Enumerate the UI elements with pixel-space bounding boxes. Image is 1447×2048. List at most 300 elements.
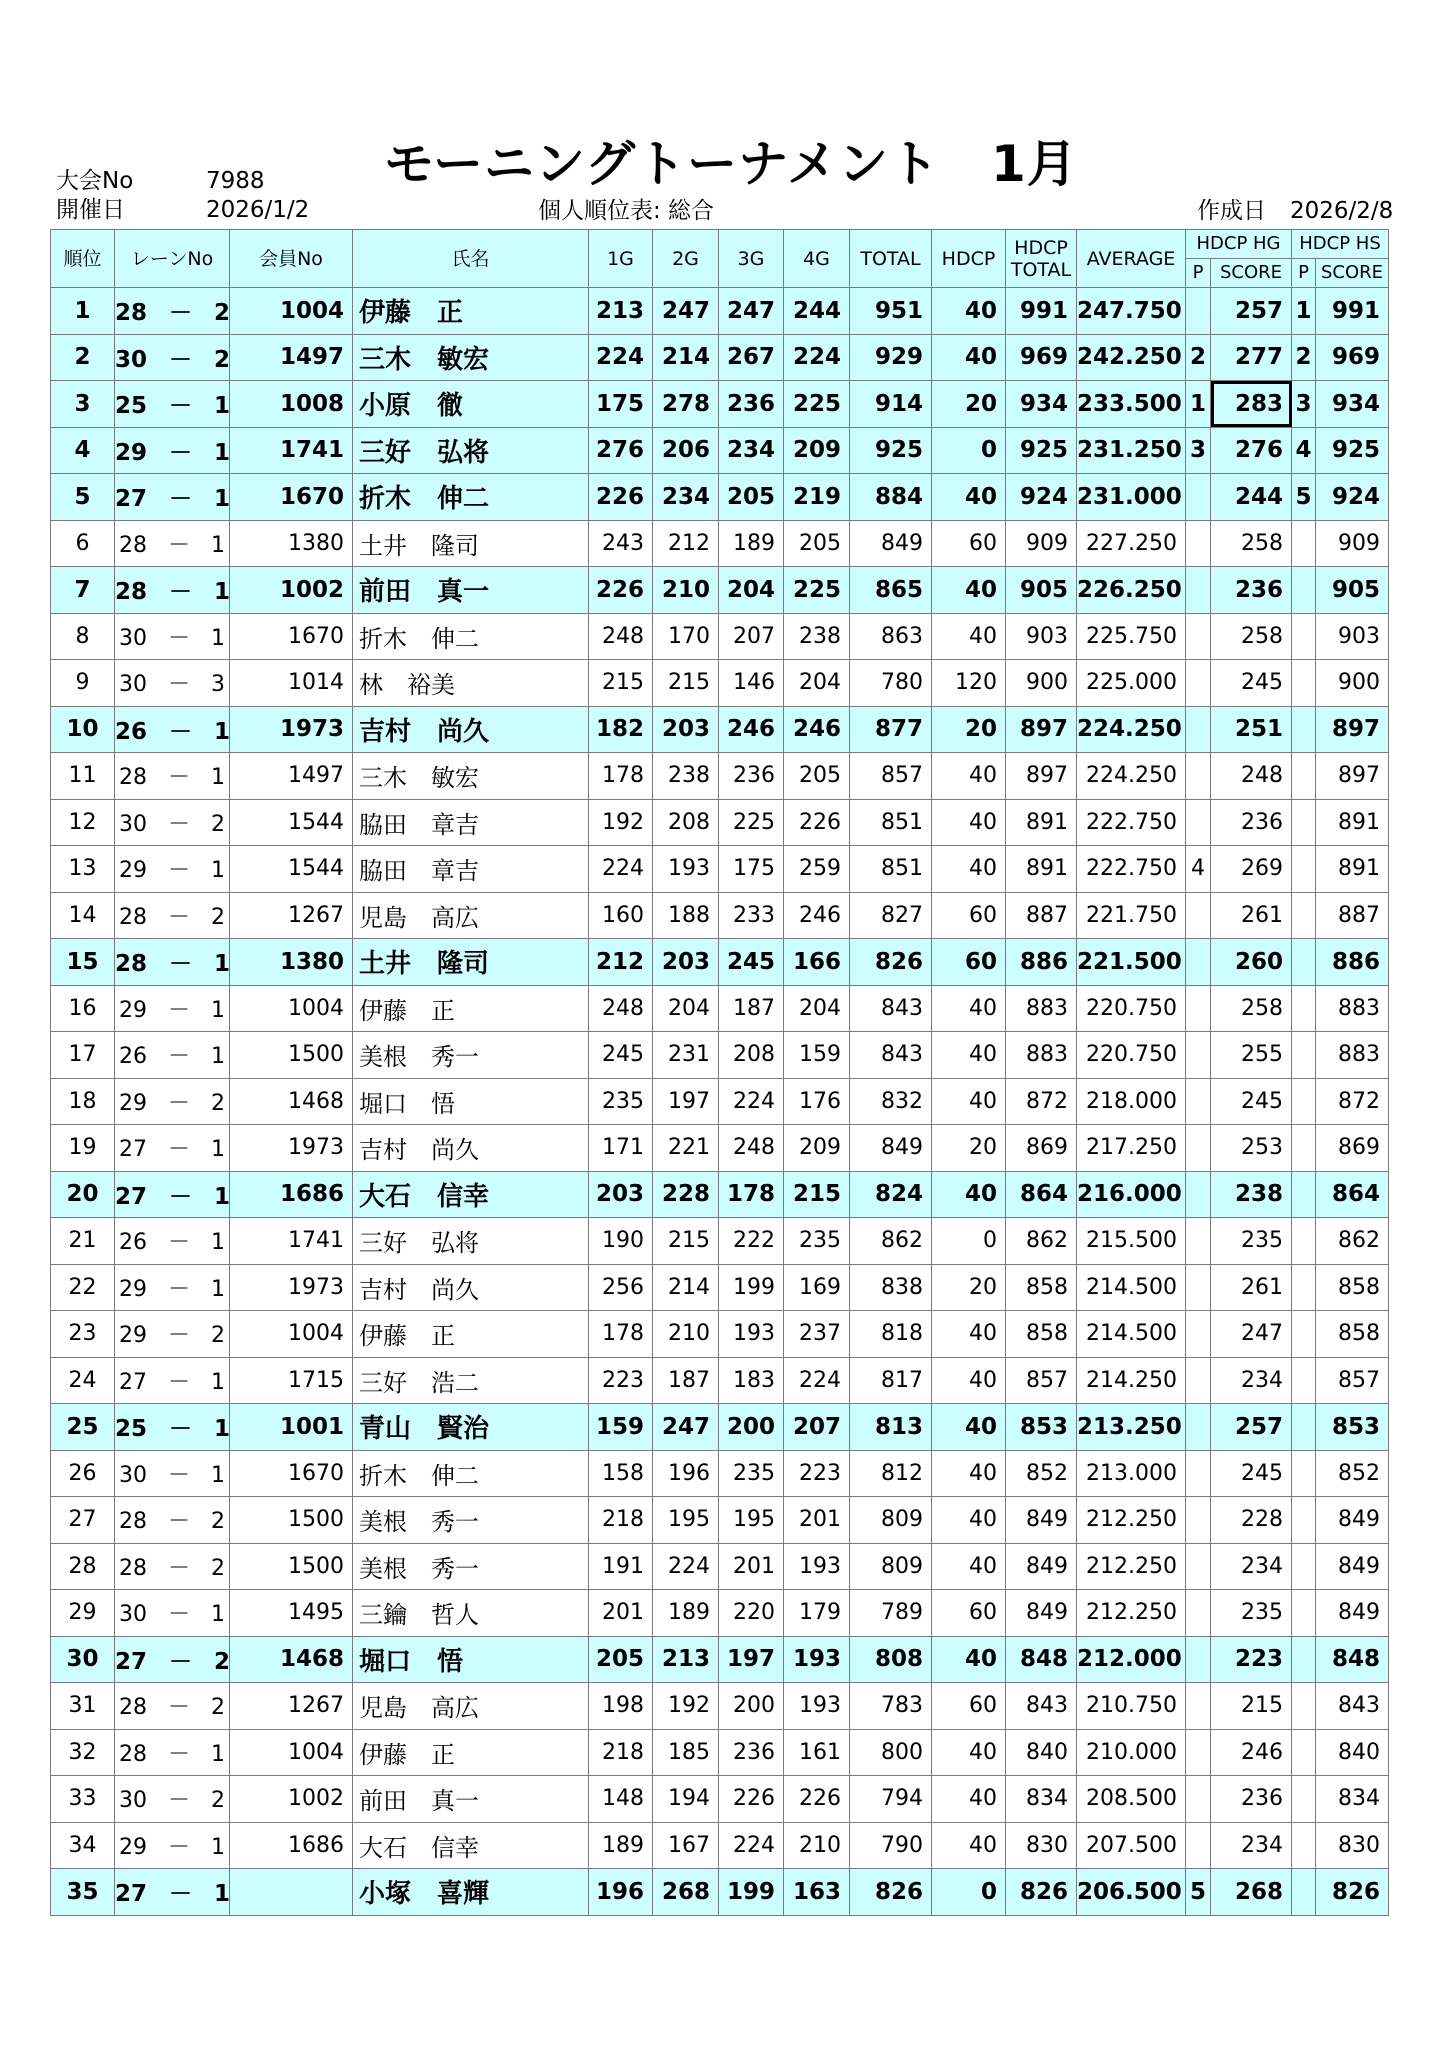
game1-cell: 201 [589, 1590, 653, 1637]
game4-cell: 259 [784, 846, 850, 893]
hg-score-cell: 245 [1211, 1450, 1292, 1497]
hdcp-cell: 40 [932, 567, 1006, 614]
col-name: 氏名 [353, 230, 589, 288]
hdcp-cell: 60 [932, 1590, 1006, 1637]
hg-place-cell [1186, 1729, 1211, 1776]
average-cell: 216.000 [1077, 1171, 1186, 1218]
hdcp-cell: 40 [932, 753, 1006, 800]
game3-cell: 248 [719, 1125, 784, 1172]
hg-place-cell [1186, 892, 1211, 939]
average-cell: 212.250 [1077, 1497, 1186, 1544]
game2-cell: 195 [653, 1497, 719, 1544]
hdcp-total-cell: 852 [1006, 1450, 1077, 1497]
total-cell: 813 [850, 1404, 932, 1451]
name-cell: 伊藤 正 [353, 985, 589, 1032]
game3-cell: 222 [719, 1218, 784, 1265]
hdcp-cell: 120 [932, 660, 1006, 707]
hs-score-cell: 891 [1316, 799, 1389, 846]
hg-place-cell [1186, 985, 1211, 1032]
hdcp-total-cell: 991 [1006, 288, 1077, 335]
table-row [51, 1683, 1389, 1730]
hs-place-cell [1292, 1404, 1316, 1451]
hg-score-cell: 236 [1211, 799, 1292, 846]
hdcp-total-cell: 925 [1006, 427, 1077, 474]
col-hdcp-total-line2: TOTAL [1010, 258, 1072, 281]
game3-cell: 247 [719, 288, 784, 335]
lane-cell: 30 － 1 [115, 1590, 230, 1637]
rank-cell: 6 [51, 520, 115, 567]
lane-cell: 30 － 3 [115, 660, 230, 707]
game4-cell: 224 [784, 1357, 850, 1404]
game3-cell: 226 [719, 1776, 784, 1823]
hg-place-cell [1186, 567, 1211, 614]
hg-place-cell [1186, 1543, 1211, 1590]
game1-cell: 148 [589, 1776, 653, 1823]
hg-score-cell: 245 [1211, 660, 1292, 707]
average-cell: 217.250 [1077, 1125, 1186, 1172]
hs-place-cell: 3 [1292, 381, 1316, 428]
col-rank: 順位 [51, 230, 115, 288]
table-row [51, 1497, 1389, 1544]
hs-score-cell: 852 [1316, 1450, 1389, 1497]
hdcp-cell: 40 [932, 1543, 1006, 1590]
hs-place-cell: 1 [1292, 288, 1316, 335]
game1-cell: 203 [589, 1171, 653, 1218]
hs-score-cell: 848 [1316, 1636, 1389, 1683]
tournament-no-label: 大会No [56, 168, 134, 194]
game4-cell: 169 [784, 1264, 850, 1311]
game3-cell: 193 [719, 1311, 784, 1358]
hs-place-cell [1292, 799, 1316, 846]
hg-score-cell: 234 [1211, 1543, 1292, 1590]
hdcp-total-cell: 883 [1006, 1032, 1077, 1079]
rank-cell: 30 [51, 1636, 115, 1683]
game2-cell: 170 [653, 613, 719, 660]
col-hdcp-total-line1: HDCP [1014, 236, 1068, 259]
hg-place-cell [1186, 1311, 1211, 1358]
hdcp-total-cell: 872 [1006, 1078, 1077, 1125]
member-no-cell: 1670 [230, 613, 353, 660]
hdcp-cell: 40 [932, 1776, 1006, 1823]
hdcp-cell: 40 [932, 799, 1006, 846]
average-cell: 222.750 [1077, 799, 1186, 846]
game3-cell: 201 [719, 1543, 784, 1590]
member-no-cell: 1500 [230, 1543, 353, 1590]
game4-cell: 166 [784, 939, 850, 986]
name-cell: 伊藤 正 [353, 288, 589, 335]
hdcp-cell: 40 [932, 1032, 1006, 1079]
hs-score-cell: 883 [1316, 1032, 1389, 1079]
average-cell: 214.250 [1077, 1357, 1186, 1404]
game3-cell: 205 [719, 474, 784, 521]
total-cell: 951 [850, 288, 932, 335]
hs-score-cell: 869 [1316, 1125, 1389, 1172]
hdcp-cell: 40 [932, 1822, 1006, 1869]
rank-cell: 3 [51, 381, 115, 428]
game3-cell: 236 [719, 753, 784, 800]
average-cell: 207.500 [1077, 1822, 1186, 1869]
average-cell: 214.500 [1077, 1311, 1186, 1358]
table-row [51, 1869, 1389, 1916]
total-cell: 863 [850, 613, 932, 660]
name-cell: 折木 伸二 [353, 1450, 589, 1497]
rank-cell: 20 [51, 1171, 115, 1218]
game3-cell: 146 [719, 660, 784, 707]
hg-score-cell: 223 [1211, 1636, 1292, 1683]
rank-cell: 12 [51, 799, 115, 846]
game4-cell: 193 [784, 1683, 850, 1730]
lane-cell: 27 － 1 [115, 474, 230, 521]
table-row [51, 567, 1389, 614]
member-no-cell: 1670 [230, 1450, 353, 1497]
member-no-cell: 1008 [230, 381, 353, 428]
rank-cell: 1 [51, 288, 115, 335]
hs-score-cell: 891 [1316, 846, 1389, 893]
name-cell: 吉村 尚久 [353, 1264, 589, 1311]
table-row [51, 892, 1389, 939]
name-cell: 大石 信幸 [353, 1171, 589, 1218]
game2-cell: 204 [653, 985, 719, 1032]
lane-cell: 29 － 1 [115, 1264, 230, 1311]
game4-cell: 225 [784, 381, 850, 428]
game3-cell: 204 [719, 567, 784, 614]
hs-place-cell [1292, 1450, 1316, 1497]
member-no-cell [230, 1869, 353, 1916]
rank-cell: 13 [51, 846, 115, 893]
hg-place-cell [1186, 1776, 1211, 1823]
hdcp-cell: 40 [932, 474, 1006, 521]
ranking-table [50, 229, 1389, 1916]
hs-score-cell: 858 [1316, 1264, 1389, 1311]
hs-score-cell: 934 [1316, 381, 1389, 428]
lane-cell: 27 － 1 [115, 1357, 230, 1404]
hs-place-cell [1292, 1683, 1316, 1730]
game3-cell: 225 [719, 799, 784, 846]
member-no-cell: 1497 [230, 334, 353, 381]
average-cell: 247.750 [1077, 288, 1186, 335]
hdcp-total-cell: 849 [1006, 1590, 1077, 1637]
game4-cell: 179 [784, 1590, 850, 1637]
game1-cell: 224 [589, 846, 653, 893]
game1-cell: 192 [589, 799, 653, 846]
hdcp-cell: 60 [932, 939, 1006, 986]
table-row [51, 660, 1389, 707]
game1-cell: 218 [589, 1497, 653, 1544]
total-cell: 818 [850, 1311, 932, 1358]
average-cell: 218.000 [1077, 1078, 1186, 1125]
hg-place-cell: 4 [1186, 846, 1211, 893]
total-cell: 790 [850, 1822, 932, 1869]
report-type: 個人順位表: 総合 [538, 198, 715, 224]
total-cell: 783 [850, 1683, 932, 1730]
member-no-cell: 1686 [230, 1171, 353, 1218]
name-cell: 美根 秀一 [353, 1543, 589, 1590]
total-cell: 849 [850, 1125, 932, 1172]
hg-score-cell: 244 [1211, 474, 1292, 521]
event-date: 2026/1/2 [206, 197, 310, 223]
total-cell: 851 [850, 846, 932, 893]
member-no-cell: 1670 [230, 474, 353, 521]
game3-cell: 207 [719, 613, 784, 660]
game4-cell: 193 [784, 1543, 850, 1590]
hs-score-cell: 872 [1316, 1078, 1389, 1125]
hs-place-cell [1292, 1311, 1316, 1358]
name-cell: 青山 賢治 [353, 1404, 589, 1451]
game4-cell: 161 [784, 1729, 850, 1776]
member-no-cell: 1544 [230, 846, 353, 893]
game4-cell: 244 [784, 288, 850, 335]
col-lane: レーンNo [115, 230, 230, 288]
game4-cell: 207 [784, 1404, 850, 1451]
hg-place-cell [1186, 753, 1211, 800]
name-cell: 三好 弘将 [353, 427, 589, 474]
name-cell: 小原 徹 [353, 381, 589, 428]
name-cell: 三木 敏宏 [353, 334, 589, 381]
lane-cell: 28 － 2 [115, 1543, 230, 1590]
hdcp-cell: 40 [932, 288, 1006, 335]
game4-cell: 223 [784, 1450, 850, 1497]
name-cell: 脇田 章吉 [353, 846, 589, 893]
game3-cell: 234 [719, 427, 784, 474]
lane-cell: 30 － 2 [115, 1776, 230, 1823]
game4-cell: 209 [784, 427, 850, 474]
game2-cell: 203 [653, 939, 719, 986]
hg-score-cell: 238 [1211, 1171, 1292, 1218]
lane-cell: 28 － 2 [115, 1683, 230, 1730]
rank-cell: 28 [51, 1543, 115, 1590]
game1-cell: 248 [589, 985, 653, 1032]
game4-cell: 235 [784, 1218, 850, 1265]
hdcp-total-cell: 924 [1006, 474, 1077, 521]
table-row [51, 985, 1389, 1032]
hg-place-cell [1186, 1822, 1211, 1869]
game2-cell: 187 [653, 1357, 719, 1404]
hs-score-cell: 897 [1316, 753, 1389, 800]
hdcp-total-cell: 826 [1006, 1869, 1077, 1916]
table-row [51, 1636, 1389, 1683]
game4-cell: 209 [784, 1125, 850, 1172]
hdcp-total-cell: 840 [1006, 1729, 1077, 1776]
hs-score-cell: 834 [1316, 1776, 1389, 1823]
hs-score-cell: 843 [1316, 1683, 1389, 1730]
game1-cell: 159 [589, 1404, 653, 1451]
name-cell: 堀口 悟 [353, 1636, 589, 1683]
game4-cell: 205 [784, 520, 850, 567]
rank-cell: 10 [51, 706, 115, 753]
hs-place-cell [1292, 1264, 1316, 1311]
hg-score-cell: 277 [1211, 334, 1292, 381]
lane-cell: 26 － 1 [115, 1032, 230, 1079]
game2-cell: 193 [653, 846, 719, 893]
rank-cell: 15 [51, 939, 115, 986]
game1-cell: 178 [589, 753, 653, 800]
hs-place-cell [1292, 939, 1316, 986]
total-cell: 843 [850, 985, 932, 1032]
total-cell: 794 [850, 1776, 932, 1823]
hdcp-total-cell: 862 [1006, 1218, 1077, 1265]
hs-score-cell: 905 [1316, 567, 1389, 614]
hg-place-cell: 2 [1186, 334, 1211, 381]
hdcp-total-cell: 830 [1006, 1822, 1077, 1869]
member-no-cell: 1468 [230, 1078, 353, 1125]
member-no-cell: 1686 [230, 1822, 353, 1869]
hdcp-total-cell: 969 [1006, 334, 1077, 381]
hs-place-cell [1292, 892, 1316, 939]
hdcp-total-cell: 857 [1006, 1357, 1077, 1404]
member-no-cell: 1741 [230, 1218, 353, 1265]
hs-place-cell [1292, 1078, 1316, 1125]
hdcp-total-cell: 934 [1006, 381, 1077, 428]
hdcp-cell: 40 [932, 1450, 1006, 1497]
col-hdcp-hs: HDCP HS [1292, 230, 1389, 259]
game2-cell: 231 [653, 1032, 719, 1079]
table-row [51, 1078, 1389, 1125]
col-hdcp-hg: HDCP HG [1186, 230, 1292, 259]
game1-cell: 248 [589, 613, 653, 660]
hs-score-cell: 909 [1316, 520, 1389, 567]
hdcp-cell: 0 [932, 427, 1006, 474]
game4-cell: 246 [784, 706, 850, 753]
hdcp-cell: 60 [932, 892, 1006, 939]
game4-cell: 159 [784, 1032, 850, 1079]
hdcp-total-cell: 903 [1006, 613, 1077, 660]
game3-cell: 235 [719, 1450, 784, 1497]
hdcp-total-cell: 869 [1006, 1125, 1077, 1172]
table-row [51, 520, 1389, 567]
table-row [51, 846, 1389, 893]
total-cell: 849 [850, 520, 932, 567]
game1-cell: 212 [589, 939, 653, 986]
game1-cell: 189 [589, 1822, 653, 1869]
hdcp-total-cell: 891 [1006, 846, 1077, 893]
hdcp-cell: 20 [932, 381, 1006, 428]
average-cell: 233.500 [1077, 381, 1186, 428]
hdcp-cell: 40 [932, 1404, 1006, 1451]
member-no-cell: 1267 [230, 1683, 353, 1730]
name-cell: 吉村 尚久 [353, 1125, 589, 1172]
game2-cell: 228 [653, 1171, 719, 1218]
table-row [51, 1357, 1389, 1404]
member-no-cell: 1004 [230, 1311, 353, 1358]
total-cell: 862 [850, 1218, 932, 1265]
hdcp-total-cell: 843 [1006, 1683, 1077, 1730]
hs-place-cell [1292, 1218, 1316, 1265]
game4-cell: 226 [784, 1776, 850, 1823]
hs-score-cell: 864 [1316, 1171, 1389, 1218]
game4-cell: 205 [784, 753, 850, 800]
game4-cell: 215 [784, 1171, 850, 1218]
game3-cell: 224 [719, 1822, 784, 1869]
lane-cell: 29 － 1 [115, 427, 230, 474]
hs-score-cell: 853 [1316, 1404, 1389, 1451]
game3-cell: 224 [719, 1078, 784, 1125]
game3-cell: 199 [719, 1264, 784, 1311]
member-no-cell: 1973 [230, 1264, 353, 1311]
lane-cell: 28 － 1 [115, 939, 230, 986]
table-row [51, 939, 1389, 986]
game3-cell: 200 [719, 1683, 784, 1730]
game2-cell: 268 [653, 1869, 719, 1916]
average-cell: 224.250 [1077, 706, 1186, 753]
table-row [51, 334, 1389, 381]
game4-cell: 176 [784, 1078, 850, 1125]
hs-score-cell: 857 [1316, 1357, 1389, 1404]
hs-place-cell [1292, 1729, 1316, 1776]
lane-cell: 26 － 1 [115, 1218, 230, 1265]
total-cell: 808 [850, 1636, 932, 1683]
game2-cell: 189 [653, 1590, 719, 1637]
name-cell: 折木 伸二 [353, 474, 589, 521]
table-row [51, 1032, 1389, 1079]
name-cell: 前田 真一 [353, 567, 589, 614]
table-row [51, 1450, 1389, 1497]
hg-place-cell: 5 [1186, 1869, 1211, 1916]
hg-place-cell [1186, 1683, 1211, 1730]
hs-place-cell [1292, 753, 1316, 800]
game2-cell: 210 [653, 1311, 719, 1358]
game1-cell: 256 [589, 1264, 653, 1311]
average-cell: 213.000 [1077, 1450, 1186, 1497]
total-cell: 838 [850, 1264, 932, 1311]
col-hdcp: HDCP [932, 230, 1006, 288]
hg-place-cell: 3 [1186, 427, 1211, 474]
game1-cell: 198 [589, 1683, 653, 1730]
lane-cell: 30 － 1 [115, 613, 230, 660]
hg-score-cell: 228 [1211, 1497, 1292, 1544]
game3-cell: 220 [719, 1590, 784, 1637]
game1-cell: 245 [589, 1032, 653, 1079]
total-cell: 809 [850, 1497, 932, 1544]
table-row [51, 427, 1389, 474]
member-no-cell: 1497 [230, 753, 353, 800]
hs-place-cell [1292, 1590, 1316, 1637]
game3-cell: 236 [719, 381, 784, 428]
hs-score-cell: 883 [1316, 985, 1389, 1032]
hg-place-cell [1186, 1125, 1211, 1172]
hdcp-cell: 40 [932, 1078, 1006, 1125]
hg-score-cell: 276 [1211, 427, 1292, 474]
lane-cell: 26 － 1 [115, 706, 230, 753]
game1-cell: 243 [589, 520, 653, 567]
total-cell: 914 [850, 381, 932, 428]
lane-cell: 30 － 1 [115, 1450, 230, 1497]
total-cell: 832 [850, 1078, 932, 1125]
hdcp-cell: 0 [932, 1869, 1006, 1916]
total-cell: 877 [850, 706, 932, 753]
game2-cell: 234 [653, 474, 719, 521]
average-cell: 212.250 [1077, 1590, 1186, 1637]
rank-cell: 23 [51, 1311, 115, 1358]
hg-place-cell [1186, 706, 1211, 753]
game2-cell: 238 [653, 753, 719, 800]
hdcp-total-cell: 900 [1006, 660, 1077, 707]
member-no-cell: 1002 [230, 1776, 353, 1823]
hs-place-cell [1292, 846, 1316, 893]
name-cell: 小塚 喜輝 [353, 1869, 589, 1916]
member-no-cell: 1380 [230, 520, 353, 567]
table-row [51, 613, 1389, 660]
game4-cell: 224 [784, 334, 850, 381]
rank-cell: 24 [51, 1357, 115, 1404]
hs-place-cell [1292, 1869, 1316, 1916]
tournament-no: 7988 [206, 168, 265, 194]
game1-cell: 175 [589, 381, 653, 428]
game2-cell: 212 [653, 520, 719, 567]
rank-cell: 31 [51, 1683, 115, 1730]
name-cell: 折木 伸二 [353, 613, 589, 660]
game2-cell: 213 [653, 1636, 719, 1683]
hs-score-cell: 849 [1316, 1590, 1389, 1637]
